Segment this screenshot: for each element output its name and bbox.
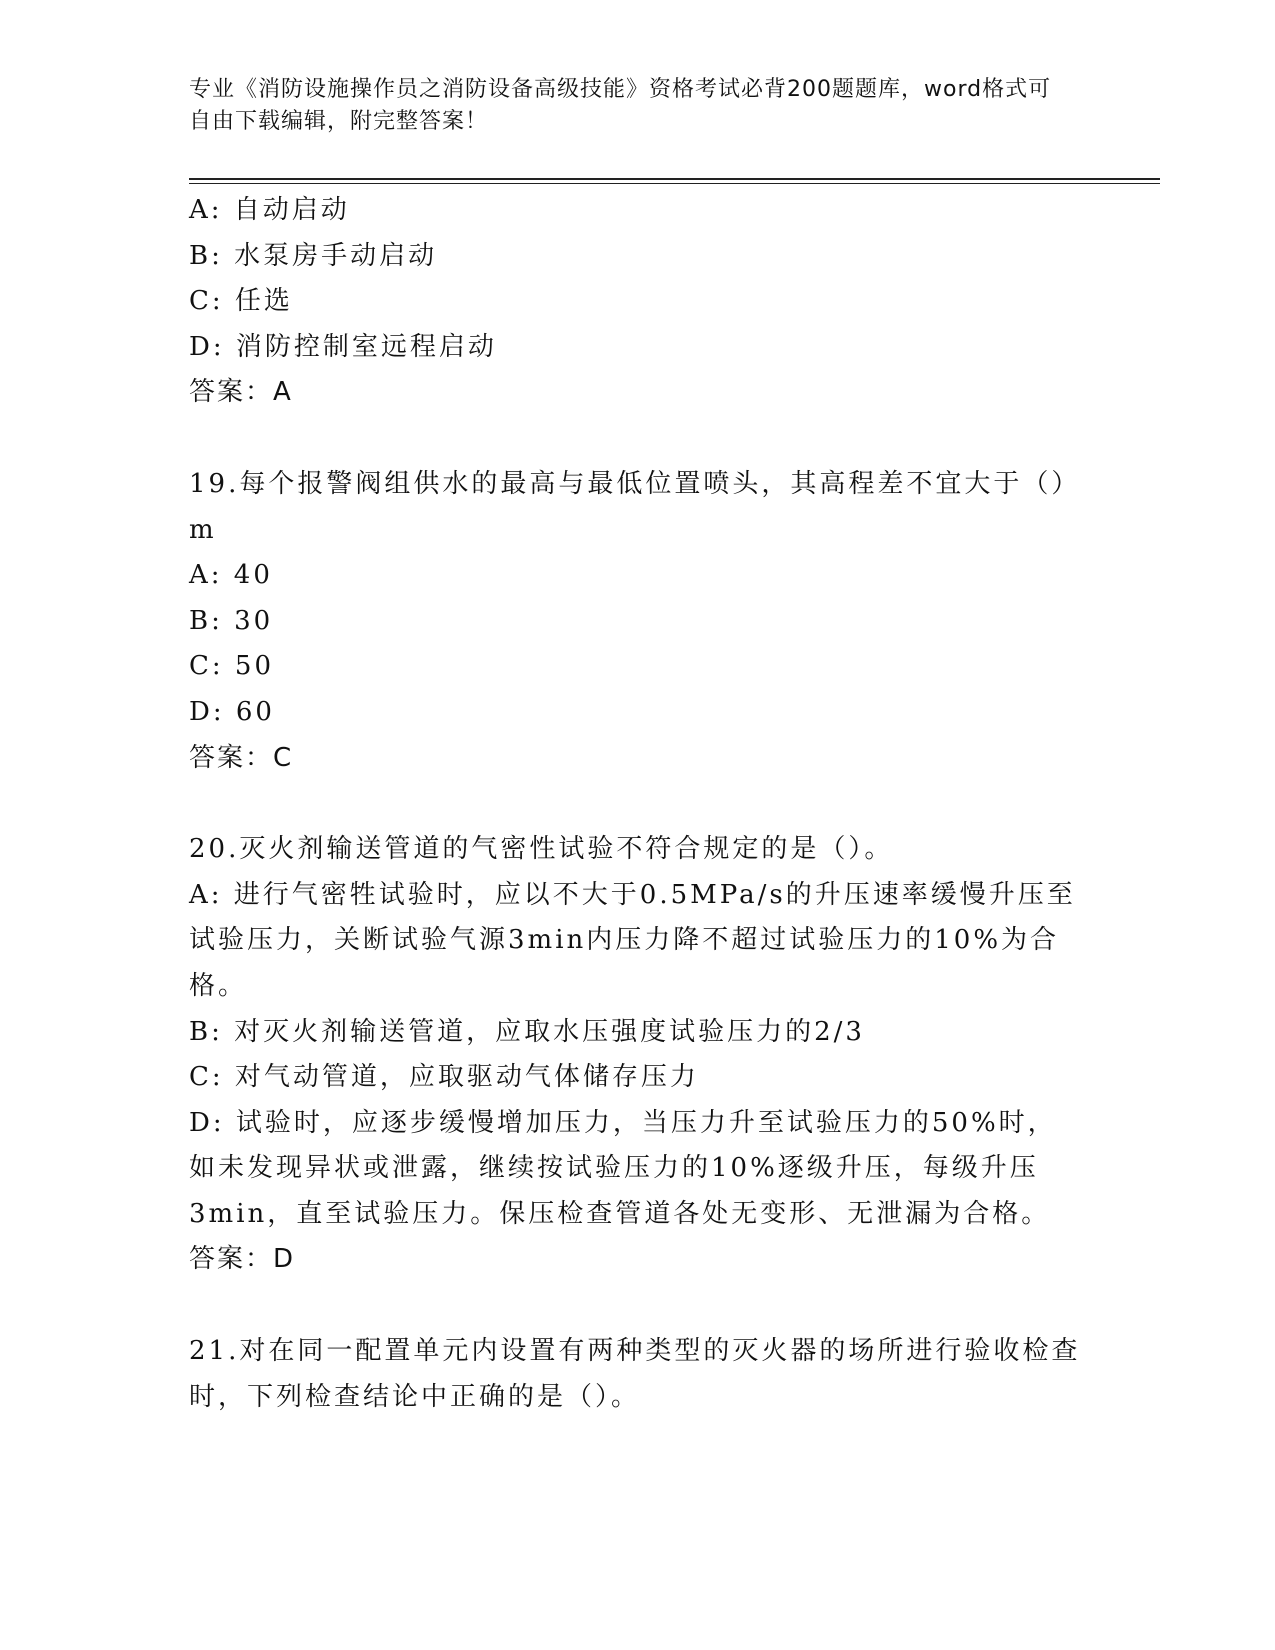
spacer xyxy=(189,1283,1084,1329)
question-block-18 xyxy=(189,188,1084,416)
answer-line: 答案：A xyxy=(189,377,293,408)
option-b: B: 水泵房手动启动 xyxy=(189,240,438,271)
spacer xyxy=(189,416,1084,462)
option-c: C: 50 xyxy=(189,651,275,682)
option-b: B: 对灭火剂输送管道，应取水压强度试验压力的2/3 xyxy=(189,1016,865,1047)
option-b: B: 30 xyxy=(189,605,274,636)
question-text: 21.对在同一配置单元内设置有两种类型的灭火器的场所进行验收检查时，下列检查结论中正确的是（）。 xyxy=(189,1336,1081,1412)
question-text: 20.灭火剂输送管道的气密性试验不符合规定的是（）。 xyxy=(189,834,894,865)
question-block-21 xyxy=(189,1329,1084,1420)
option-c: C: 任选 xyxy=(189,286,293,317)
option-a: A: 进行气密牲试验时，应以不大于0.5MPa/s的升压速率缓慢升压至试验压力，关断试验气源3min内压力降不超过试验压力的10%为合格。 xyxy=(189,879,1076,1001)
question-block-20 xyxy=(189,827,1084,1283)
question-block-19 xyxy=(189,462,1084,781)
option-a: A: 40 xyxy=(189,560,273,591)
header-divider-thick xyxy=(189,178,1160,180)
header-divider-thin xyxy=(189,183,1160,184)
option-d: D: 60 xyxy=(189,696,275,727)
document-header: 专业《消防设施操作员之消防设备高级技能》资格考试必背200题题库，word格式可自由下载编辑，附完整答案！ xyxy=(189,77,1052,134)
option-d: D: 试验时，应逐步缓慢增加压力，当压力升至试验压力的50%时，如未发现异状或泄露，继续按试验压力的10%逐级升压，每级升压3min，直至试验压力。保压检查管道各处无变形、无泄漏为合格。 xyxy=(189,1107,1057,1229)
option-a: A: 自动启动 xyxy=(189,195,350,225)
option-c: C: 对气动管道，应取驱动气体储存压力 xyxy=(189,1062,699,1093)
spacer xyxy=(189,781,1084,827)
question-content xyxy=(189,188,1084,1420)
option-d: D: 消防控制室远程启动 xyxy=(189,331,497,362)
answer-line: 答案：D xyxy=(189,1244,296,1275)
question-text: 19.每个报警阀组供水的最高与最低位置喷头，其高程差不宜大于（）m xyxy=(189,468,1081,545)
answer-line: 答案：C xyxy=(189,742,294,773)
